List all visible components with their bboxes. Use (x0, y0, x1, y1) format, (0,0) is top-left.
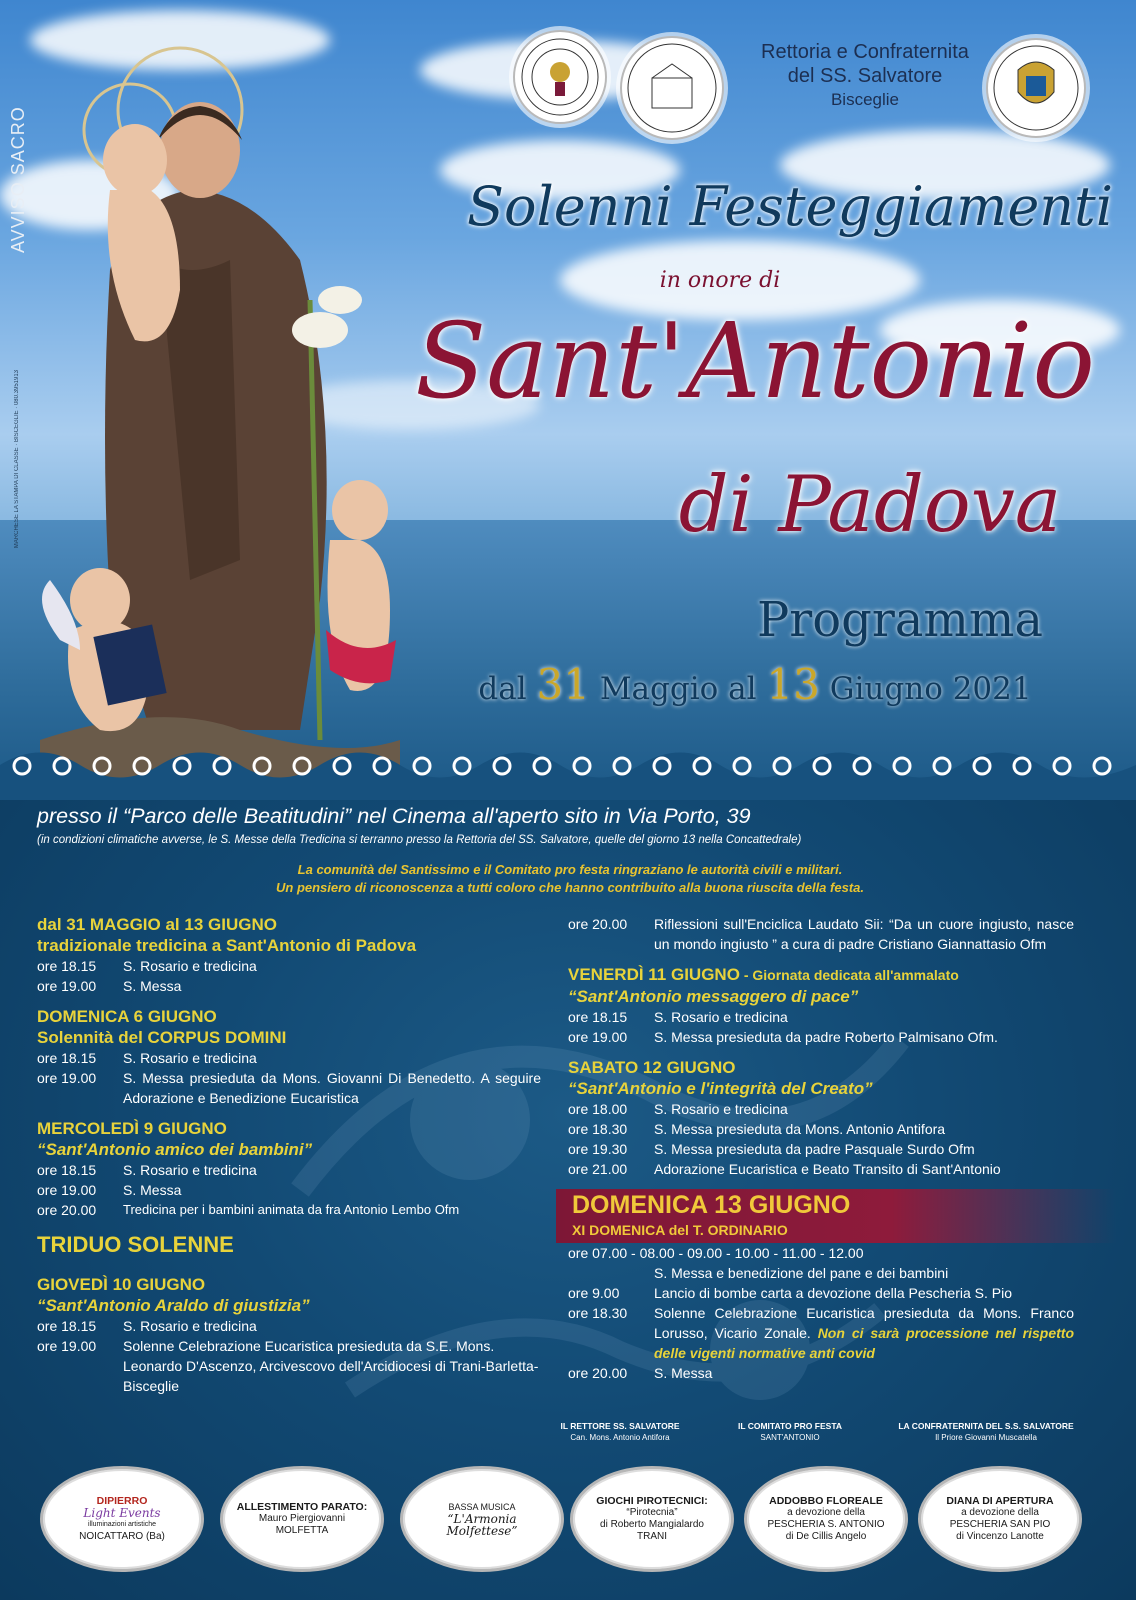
sponsor-line: illuminazioni artistiche (87, 1521, 157, 1528)
schedule-row (37, 1048, 541, 1068)
schedule-row (568, 1119, 1074, 1139)
schedule-row (37, 1200, 541, 1220)
time: ore 19.00 (37, 1338, 97, 1354)
schedule-row (568, 1363, 1074, 1383)
sponsor-line: TRANI (637, 1531, 667, 1542)
schedule-row (37, 1068, 541, 1108)
signature-title: IL COMITATO PRO FESTA (737, 1421, 843, 1431)
event-text: Solenne Celebrazione Eucaristica presieduta da Mons. Franco Lorusso, Vicario Zonale. (654, 1305, 1074, 1341)
schedule-row (568, 1243, 1074, 1263)
day-name: VENERDÌ 11 GIUGNO (568, 965, 740, 984)
sunday-subheading: XI DOMENICA del T. ORDINARIO (572, 1222, 788, 1238)
sponsor-line: ALLESTIMENTO PARATO: (236, 1501, 368, 1513)
day-heading (568, 964, 1074, 986)
child-head (103, 124, 167, 196)
time: ore 19.00 (568, 1029, 628, 1045)
time: ore 18.15 (37, 1162, 97, 1178)
sponsor-dipierro-badge (40, 1466, 204, 1572)
day-subtitle: “Sant'Antonio amico dei bambini” (37, 1140, 313, 1159)
sponsor-line: PESCHERIA S. ANTONIO (767, 1519, 885, 1530)
schedule-row (568, 1007, 1074, 1027)
day-subtitle: “Sant'Antonio e l'integrità del Creato” (568, 1079, 873, 1098)
time: ore 21.00 (568, 1161, 628, 1177)
bishop-coat-of-arms-icon (986, 38, 1086, 138)
sponsor-line: DIPIERRO (96, 1495, 148, 1507)
day-subtitle: Solennità del CORPUS DOMINI (37, 1028, 287, 1047)
schedule-row (568, 1027, 1074, 1047)
schedule-row (37, 1316, 541, 1336)
sponsor-line: MOLFETTA (275, 1525, 329, 1536)
event: Tredicina per i bambini animata da fra Antonio Lembo Ofm (123, 1202, 460, 1217)
date-word: Giugno 2021 (829, 671, 1032, 707)
venue-note: (in condizioni climatiche avverse, le S. Messe della Tredicina si terranno presso la Rettoria del SS. Salvatore, quelle del giorno 13 nella Concattedrale) (37, 834, 802, 846)
title-in-onore-di: in onore di (659, 268, 781, 293)
time: ore 20.00 (568, 1365, 628, 1381)
schedule-section (568, 1243, 1074, 1383)
event: S. Rosario e tredicina (654, 1101, 788, 1117)
schedule-row (37, 956, 541, 976)
event: S. Messa presieduta da padre Roberto Palmisano Ofm. (654, 1029, 998, 1045)
thanks-line: La comunità del Santissimo e il Comitato pro festa ringraziano le autorità civili e militari. (297, 862, 843, 877)
sponsor-line: a devozione della (787, 1507, 865, 1518)
sponsor-line: “Pirotecnia” (626, 1507, 678, 1518)
sponsor-line: Mauro Piergiovanni (258, 1513, 346, 1524)
right-programme-column (568, 914, 1074, 1393)
lily-flower (292, 312, 348, 348)
organizer-heading (740, 40, 990, 112)
time: ore 18.15 (568, 1009, 628, 1025)
sponsor-line: NOICATTARO (Ba) (79, 1531, 165, 1542)
time: ore 18.15 (37, 1318, 97, 1334)
event: S. Messa presieduta da Mons. Giovanni Di Benedetto. A seguire Adorazione e Benedizione Eucaristica (123, 1070, 541, 1106)
schedule-section (37, 1274, 541, 1396)
sponsor-line: DIANA DI APERTURA (946, 1495, 1054, 1507)
event: Solenne Celebrazione Eucaristica presieduta da S.E. Mons. Leonardo D'Ascenzo, Arcivescovo dell'Arcidiocesi di Trani-Barletta-Bisceglie (123, 1338, 539, 1394)
day-heading: GIOVEDÌ 10 GIUGNO (37, 1275, 206, 1294)
event (654, 1303, 1074, 1363)
sponsor-parato-badge (220, 1466, 384, 1572)
time: ore 9.00 (568, 1285, 620, 1301)
decorative-wave-border (0, 720, 1136, 800)
time: ore 19.30 (568, 1141, 628, 1157)
schedule-row (568, 1303, 1074, 1363)
triduo-heading: TRIDUO SOLENNE (37, 1232, 234, 1257)
date-word: dal (478, 671, 527, 707)
sponsor-bassa-musica-badge (400, 1466, 564, 1572)
event: S. Rosario e tredicina (123, 1318, 257, 1334)
date-start-day: 31 (536, 660, 590, 709)
day-heading: MERCOLEDÌ 9 GIUGNO (37, 1119, 227, 1138)
left-programme-column (37, 914, 541, 1406)
signature-title: IL RETTORE SS. SALVATORE (560, 1421, 680, 1431)
day-heading: DOMENICA 6 GIUGNO (37, 1007, 217, 1026)
angel-right-head (332, 480, 388, 540)
sponsor-line: “L'Armonia (447, 1512, 517, 1526)
sponsor-line: Light Events (83, 1506, 161, 1520)
sponsor-line: PESCHERIA SAN PIO (949, 1519, 1051, 1530)
sponsor-line: BASSA MUSICA (448, 1502, 516, 1512)
event: S. Messa presieduta da Mons. Antonio Antifora (654, 1121, 946, 1137)
day-subtitle: “Sant'Antonio messaggero di pace” (568, 987, 859, 1006)
thanks-line: Un pensiero di riconoscenza a tutti coloro che hanno contribuito alla buona riuscita della festa. (276, 880, 864, 895)
signature-name: SANT'ANTONIO (760, 1433, 820, 1442)
day-heading: dal 31 MAGGIO al 13 GIUGNO (37, 915, 277, 934)
event: S. Messa (123, 978, 182, 994)
event: Lancio di bombe carta a devozione della Pescheria S. Pio (654, 1285, 1012, 1301)
schedule-row (568, 1283, 1074, 1303)
organizer-line: del SS. Salvatore (787, 65, 943, 87)
rettoria-seal-icon (620, 36, 724, 140)
schedule-row (37, 1160, 541, 1180)
title-solenni-festeggiamenti: Solenni Festeggiamenti (466, 175, 1114, 238)
sponsor-line: GIOCHI PIROTECNICI: (596, 1495, 708, 1507)
schedule-row (568, 1159, 1074, 1179)
schedule-section (568, 1057, 1074, 1179)
title-di-padova: di Padova (678, 460, 1062, 550)
time: ore 18.15 (37, 1050, 97, 1066)
programma-heading: Programma (756, 592, 1044, 648)
signature-title: LA CONFRATERNITA DEL S.S. SALVATORE (898, 1421, 1074, 1431)
schedule-row (37, 976, 541, 996)
time: ore 18.30 (568, 1305, 628, 1321)
sponsor-addobbo-badge (744, 1466, 908, 1572)
schedule-section (37, 914, 541, 996)
sponsor-line: a devozione della (961, 1507, 1039, 1518)
day-subtitle: tradizionale tredicina a Sant'Antonio di Padova (37, 936, 417, 955)
signature-confraternita (876, 1421, 1096, 1443)
saint-head (160, 102, 240, 198)
event: Adorazione Eucaristica e Beato Transito di Sant'Antonio (654, 1161, 1001, 1177)
schedule-section (568, 914, 1074, 954)
event: S. Messa (123, 1182, 182, 1198)
time: ore 20.00 (37, 1202, 97, 1218)
signature-name: Can. Mons. Antonio Antifora (570, 1433, 670, 1442)
sponsor-diana-badge (918, 1466, 1082, 1572)
date-word: Maggio al (599, 671, 757, 707)
date-range (395, 660, 1115, 709)
time: ore 19.00 (37, 978, 97, 994)
event: S. Messa presieduta da padre Pasquale Surdo Ofm (654, 1141, 975, 1157)
signature-name: Il Priore Giovanni Muscatella (935, 1433, 1037, 1442)
venue-text: presso il “Parco delle Beatitudini” nel Cinema all'aperto sito in Via Porto, 39 (37, 804, 751, 828)
date-end-day: 13 (766, 660, 820, 709)
sponsor-line: di Vincenzo Lanotte (956, 1531, 1044, 1542)
sponsor-line: ADDOBBO FLOREALE (769, 1495, 883, 1507)
schedule-section (37, 1118, 541, 1220)
event: S. Messa e benedizione del pane e dei bambini (654, 1265, 949, 1281)
schedule-row (37, 1180, 541, 1200)
sponsor-line: di Roberto Mangialardo (600, 1519, 704, 1530)
event: S. Rosario e tredicina (123, 958, 257, 974)
sponsor-line: Molfettese” (446, 1524, 518, 1538)
title-sant-antonio: Sant'Antonio (415, 300, 1095, 422)
confraternita-seal-icon (513, 30, 607, 124)
schedule-section (37, 1006, 541, 1108)
printer-label: MARCHESE LA STAMPA DI CLASSE · BISCEGLIE · 080.3951913 (14, 370, 20, 549)
sunday-banner (556, 1189, 1116, 1243)
day-theme: - Giornata dedicata all'ammalato (739, 967, 959, 983)
avviso-sacro-label: AVVISO SACRO (8, 106, 28, 254)
time-list: ore 07.00 - 08.00 - 09.00 - 10.00 - 11.00 - 12.00 (568, 1245, 864, 1261)
lily-flower (318, 286, 362, 314)
time (568, 1263, 654, 1283)
time: ore 18.30 (568, 1121, 628, 1137)
time: ore 19.00 (37, 1070, 97, 1086)
organizer-town: Bisceglie (830, 90, 900, 109)
event: S. Messa (654, 1365, 713, 1381)
day-subtitle: “Sant'Antonio Araldo di giustizia” (37, 1296, 310, 1315)
schedule-row (568, 1263, 1074, 1283)
organizer-line: Rettoria e Confraternita (761, 41, 969, 63)
sponsor-pirotecnia-badge (570, 1466, 734, 1572)
event: S. Rosario e tredicina (123, 1162, 257, 1178)
day-heading: SABATO 12 GIUGNO (568, 1058, 736, 1077)
schedule-row (568, 1099, 1074, 1119)
sponsor-line: di De Cillis Angelo (785, 1531, 867, 1542)
schedule-row (568, 1139, 1074, 1159)
covid-notice: Non ci sarà processione nel rispetto delle vigenti normative anti covid (654, 1325, 1074, 1361)
schedule-section (568, 964, 1074, 1047)
saint-anthony-statue-image (40, 40, 440, 800)
signature-comitato (680, 1421, 900, 1443)
time: ore 20.00 (568, 916, 628, 932)
time: ore 18.15 (37, 958, 97, 974)
time: ore 19.00 (37, 1182, 97, 1198)
schedule-row (37, 1336, 541, 1396)
time: ore 18.00 (568, 1101, 628, 1117)
schedule-row (568, 914, 1074, 954)
event: S. Rosario e tredicina (123, 1050, 257, 1066)
event: Riflessioni sull'Enciclica Laudato Sii: “Da un cuore ingiusto, nasce un mondo ingiusto ” a cura di padre Cristiano Giannattasio Ofm (654, 916, 1074, 952)
sunday-heading: DOMENICA 13 GIUGNO (572, 1191, 851, 1219)
event: S. Rosario e tredicina (654, 1009, 788, 1025)
